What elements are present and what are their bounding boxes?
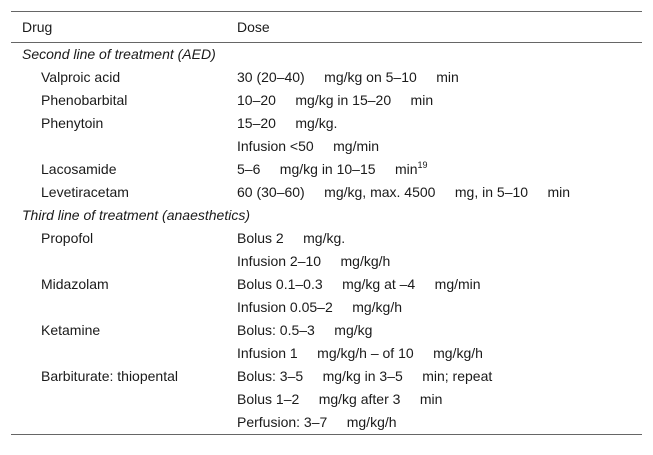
section-row — [11, 204, 642, 227]
reference-superscript: 19 — [417, 160, 428, 170]
dose-cell — [237, 411, 397, 434]
table-header-row — [11, 12, 642, 42]
table-row — [11, 135, 642, 158]
table-row — [11, 112, 642, 135]
table-row — [11, 227, 642, 250]
dose-cell — [237, 112, 337, 135]
table-row — [11, 250, 642, 273]
dose-text: Bolus 0.1–0.3 mg/kg at –4 mg/min — [237, 276, 481, 292]
dose-text: 5–6 mg/kg in 10–15 min — [237, 161, 418, 177]
table-row — [11, 319, 642, 342]
dose-cell — [237, 365, 492, 388]
drug-cell: Phenobarbital — [41, 92, 128, 108]
dose-text: Infusion <50 mg/min — [237, 138, 380, 154]
drug-cell: Lacosamide — [41, 161, 117, 177]
dose-text: Bolus 1–2 mg/kg after 3 min — [237, 391, 443, 407]
dosing-table — [11, 11, 642, 435]
dose-text: 30 (20–40) mg/kg on 5–10 min — [237, 69, 459, 85]
dose-cell — [237, 250, 390, 273]
dose-cell — [237, 273, 481, 296]
drug-cell: Levetiracetam — [41, 184, 129, 200]
table-bottom-rule — [11, 434, 642, 435]
dose-text: Perfusion: 3–7 mg/kg/h — [237, 414, 397, 430]
drug-cell: Phenytoin — [41, 115, 104, 131]
section-title: Second line of treatment (AED) — [22, 46, 216, 62]
dose-text: Bolus 2 mg/kg. — [237, 230, 346, 246]
table-body — [11, 43, 642, 434]
dose-cell — [237, 89, 433, 112]
dose-cell — [237, 342, 483, 365]
table-row — [11, 296, 642, 319]
header-dose: Dose — [237, 19, 270, 35]
dose-text: Bolus: 0.5–3 mg/kg — [237, 322, 373, 338]
drug-cell: Midazolam — [41, 276, 109, 292]
dose-cell — [237, 319, 372, 342]
table-row — [11, 388, 642, 411]
dose-text: Bolus: 3–5 mg/kg in 3–5 min; repeat — [237, 368, 493, 384]
drug-cell: Ketamine — [41, 322, 101, 338]
header-drug: Drug — [22, 19, 53, 35]
table-row — [11, 411, 642, 434]
section-title: Third line of treatment (anaesthetics) — [22, 207, 250, 223]
section-row — [11, 43, 642, 66]
dose-cell — [237, 135, 379, 158]
drug-cell: Valproic acid — [41, 69, 121, 85]
dose-text: 60 (30–60) mg/kg, max. 4500 mg, in 5–10 min — [237, 184, 571, 200]
drug-cell: Propofol — [41, 230, 94, 246]
dose-cell — [237, 296, 402, 319]
dose-text: Infusion 0.05–2 mg/kg/h — [237, 299, 402, 315]
dose-text: 15–20 mg/kg. — [237, 115, 338, 131]
table-row — [11, 342, 642, 365]
table-row — [11, 273, 642, 296]
dose-text: 10–20 mg/kg in 15–20 min — [237, 92, 434, 108]
dose-cell — [237, 388, 442, 411]
drug-cell: Barbiturate: thiopental — [41, 368, 178, 384]
dose-text: Infusion 2–10 mg/kg/h — [237, 253, 391, 269]
table-row — [11, 181, 642, 204]
dose-cell — [237, 66, 459, 89]
table-row — [11, 66, 642, 89]
dose-cell — [237, 158, 428, 181]
table-row — [11, 365, 642, 388]
dose-text: Infusion 1 mg/kg/h – of 10 mg/kg/h — [237, 345, 483, 361]
table-row — [11, 89, 642, 112]
dose-cell — [237, 181, 570, 204]
table-row — [11, 158, 642, 181]
dose-cell — [237, 227, 345, 250]
